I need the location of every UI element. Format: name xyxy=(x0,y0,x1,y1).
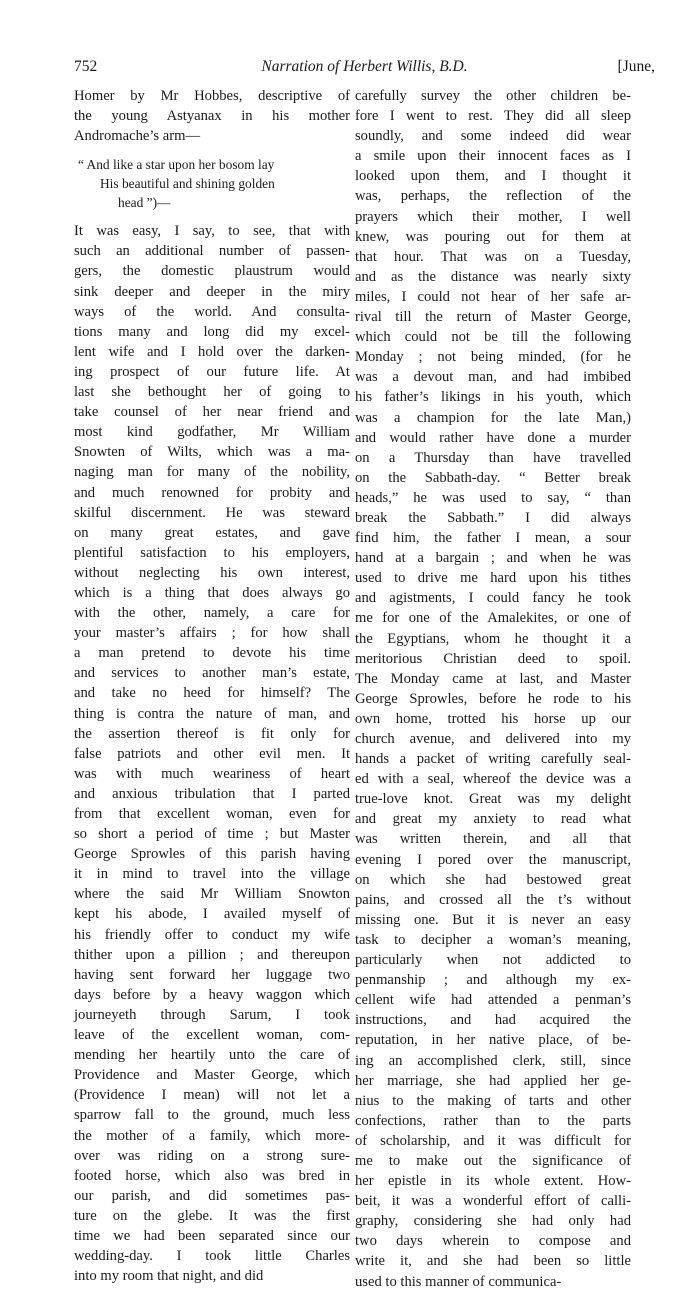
text-line: ways of the world. And consulta- xyxy=(74,303,350,320)
text-line: with the other, namely, a care for xyxy=(74,605,350,622)
text-line: church avenue, and delivered into my xyxy=(355,731,631,747)
page-number: 752 xyxy=(74,58,98,75)
text-line: which is a thing that does always go xyxy=(74,584,350,601)
running-title: Narration of Herbert Willis, B.D. xyxy=(261,58,468,75)
text-line: George Sprowles of this parish having xyxy=(74,846,350,863)
text-line: journeyeth through Sarum, I took xyxy=(74,1006,350,1023)
text-line: was written therein, and all that xyxy=(355,831,631,848)
verse-line: His beautiful and shining golden xyxy=(100,176,275,192)
text-line: footed horse, which also was bred in xyxy=(74,1167,350,1184)
text-line: over was riding on a strong sure- xyxy=(74,1147,350,1164)
text-line: evening I pored over the manuscript, xyxy=(355,851,631,868)
text-line: Monday ; not being minded, (for he xyxy=(355,349,631,366)
left-column xyxy=(74,86,350,1286)
text-line: which could not be till the following xyxy=(355,329,631,346)
text-line: and would rather have done a murder xyxy=(355,429,631,446)
text-line: and great my anxiety to read what xyxy=(355,811,631,828)
text-line: own home, trotted his horse up our xyxy=(355,710,631,727)
text-line: and take no heed for himself? The xyxy=(74,685,350,702)
text-line: meritorious Christian deed to spoil. xyxy=(355,650,631,667)
text-line: miles, I could not hear of her safe ar- xyxy=(355,288,631,305)
text-line: graphy, considering she had only had xyxy=(355,1213,631,1230)
text-line: our parish, and did sometimes pas- xyxy=(74,1187,350,1204)
text-line: was a devout man, and had imbibed xyxy=(355,369,631,386)
text-line: George Sprowles, before he rode to his xyxy=(355,690,631,707)
text-line: his friendly offer to conduct my wife xyxy=(74,926,350,943)
text-line: naging man for many of the nobility, xyxy=(74,464,350,481)
text-line: most kind godfather, Mr William xyxy=(74,424,350,441)
text-line: without neglecting his own interest, xyxy=(74,564,350,581)
text-line: used to this manner of communica- xyxy=(355,1273,562,1290)
text-line: The Monday came at last, and Master xyxy=(355,670,631,687)
text-line: on a Thursday than have travelled xyxy=(355,449,631,466)
text-line: where the said Mr William Snowton xyxy=(74,886,350,903)
text-line: true-love knot. Great was my delight xyxy=(355,791,631,808)
text-line: nius to the making of tarts and other xyxy=(355,1092,631,1109)
text-line: a man pretend to devote his time xyxy=(74,645,350,662)
text-line: and agistments, I could fancy he took xyxy=(355,590,631,607)
text-line: hands a packet of writing carefully seal- xyxy=(355,751,631,768)
text-line: ed with a seal, whereof the device was a xyxy=(355,771,631,788)
text-line: his father’s likings in his youth, which xyxy=(355,389,631,406)
text-line: the mother of a family, which more- xyxy=(74,1127,350,1144)
text-line: take counsel of her near friend and xyxy=(74,404,350,421)
text-line: rival till the return of Master George, xyxy=(355,309,631,326)
text-line: and much renowned for probity and xyxy=(74,484,350,501)
text-line: on many great estates, and gave xyxy=(74,524,350,541)
text-line: looked upon them, and I thought it xyxy=(355,168,631,185)
text-line: gers, the domestic plaustrum would xyxy=(74,263,350,280)
text-line: sparrow fall to the ground, much less xyxy=(74,1107,350,1124)
text-line: was, perhaps, the reflection of the xyxy=(355,188,631,205)
text-line: reputation, in her native place, of be- xyxy=(355,1032,631,1049)
text-line: the assertion thereof is fit only for xyxy=(74,725,350,742)
text-line: heads,” he was used to say, “ than xyxy=(355,489,631,506)
text-line: mending her heartily unto the care of xyxy=(74,1047,350,1064)
text-line: the Egyptians, whom he thought it a xyxy=(355,630,631,647)
text-line: task to decipher a woman’s meaning, xyxy=(355,931,631,948)
text-line: ture on the glebe. It was the first xyxy=(74,1207,350,1224)
text-line: wedding-day. I took little Charles xyxy=(74,1248,350,1265)
text-line: time we had been separated since our xyxy=(74,1227,350,1244)
text-line: used to drive me hard upon his tithes xyxy=(355,570,631,587)
text-line: Homer by Mr Hobbes, descriptive of xyxy=(74,88,350,104)
text-line: Providence and Master George, which xyxy=(74,1067,350,1084)
text-line: that hour. That was on a Tuesday, xyxy=(355,248,631,265)
text-line: knew, was pouring out for them at xyxy=(355,228,631,245)
text-line: false patriots and other evil men. It xyxy=(74,745,350,762)
text-line: thing is contra the nature of man, and xyxy=(74,705,350,722)
text-line: lent wife and I hold over the darken- xyxy=(74,343,350,360)
verse-line: head ”)— xyxy=(118,195,171,211)
text-line: leave of the excellent woman, com- xyxy=(74,1027,350,1044)
text-line: kept his abode, I availed myself of xyxy=(74,906,350,923)
text-line: so short a period of time ; but Master xyxy=(74,826,350,843)
text-line: such an additional number of passen- xyxy=(74,243,350,260)
text-line: skilful discernment. He was steward xyxy=(74,504,350,521)
text-line: fore I went to rest. They did all sleep xyxy=(355,108,631,125)
text-line: into my room that night, and did xyxy=(74,1268,264,1285)
text-line: from that excellent woman, even for xyxy=(74,806,350,822)
text-line: thither upon a pillion ; and thereupon xyxy=(74,946,350,963)
text-line: last she bethought her of going to xyxy=(74,384,350,401)
right-column xyxy=(355,86,631,1292)
text-line: on which she had bestowed great xyxy=(355,871,631,888)
text-line: carefully survey the other children be- xyxy=(355,88,631,104)
text-line: and anxious tribulation that I parted xyxy=(74,785,350,802)
text-line: pains, and crossed all the t’s without xyxy=(355,891,631,908)
text-line: of scholarship, and it was difficult for xyxy=(355,1132,631,1149)
text-line: soundly, and some indeed did wear xyxy=(355,128,631,145)
text-line: plentiful satisfaction to his employers, xyxy=(74,544,350,561)
text-line: hand at a bargain ; and when he was xyxy=(355,550,631,567)
text-line: beit, it was a wonderful effort of calli- xyxy=(355,1193,631,1210)
text-line: (Providence I mean) will not let a xyxy=(74,1087,350,1104)
text-line: her epistle in its whole extent. How- xyxy=(355,1173,631,1190)
text-line: two days wherein to compose and xyxy=(355,1233,631,1250)
spacer xyxy=(74,212,350,221)
text-line: find him, the father I mean, a sour xyxy=(355,530,631,547)
text-line: a smile upon their innocent faces as I xyxy=(355,148,631,165)
verse-line: “ And like a star upon her bosom lay xyxy=(78,157,275,173)
running-date: [June, xyxy=(617,58,655,75)
text-line: me for one of the Amalekites, or one of xyxy=(355,610,631,627)
text-line: was a champion for the late Man,) xyxy=(355,409,631,426)
text-line: write it, and she had been so little xyxy=(355,1253,631,1270)
text-line: Snowten of Wilts, which was a ma- xyxy=(74,444,350,461)
text-line: the young Astyanax in his mother xyxy=(74,108,350,125)
text-line: her marriage, she had applied her ge- xyxy=(355,1072,631,1089)
text-line: your master’s affairs ; for how shall xyxy=(74,625,350,642)
text-line: was with much weariness of heart xyxy=(74,765,350,782)
text-line: having sent forward her luggage two xyxy=(74,966,350,983)
running-header xyxy=(74,58,655,84)
text-line: and as the distance was nearly sixty xyxy=(355,268,631,285)
text-line: on the Sabbath-day. “ Better break xyxy=(355,469,631,486)
text-line: instructions, and had acquired the xyxy=(355,1012,631,1029)
text-line: and services to another man’s estate, xyxy=(74,665,350,682)
text-line: cellent wife had attended a penman’s xyxy=(355,992,631,1009)
text-line: tions many and long did my excel- xyxy=(74,323,350,340)
text-line: sink deeper and deeper in the miry xyxy=(74,283,350,300)
text-line: particularly when not addicted to xyxy=(355,952,631,969)
text-line: It was easy, I say, to see, that with xyxy=(74,223,350,240)
text-line: penmanship ; and although my ex- xyxy=(355,972,631,989)
spacer xyxy=(74,146,350,155)
text-line: prayers which their mother, I well xyxy=(355,208,631,225)
text-line: days before by a heavy waggon which xyxy=(74,986,350,1003)
text-line: break the Sabbath.” I did always xyxy=(355,509,631,526)
text-line: me to make out the significance of xyxy=(355,1152,631,1169)
text-line: it in mind to travel into the village xyxy=(74,866,350,883)
text-line: ing an accomplished clerk, still, since xyxy=(355,1052,631,1069)
text-line: ing prospect of our future life. At xyxy=(74,363,350,380)
text-line: Andromache’s arm— xyxy=(74,128,201,145)
text-line: missing one. But it is never an easy xyxy=(355,911,631,928)
text-line: confections, rather than to the parts xyxy=(355,1112,631,1129)
